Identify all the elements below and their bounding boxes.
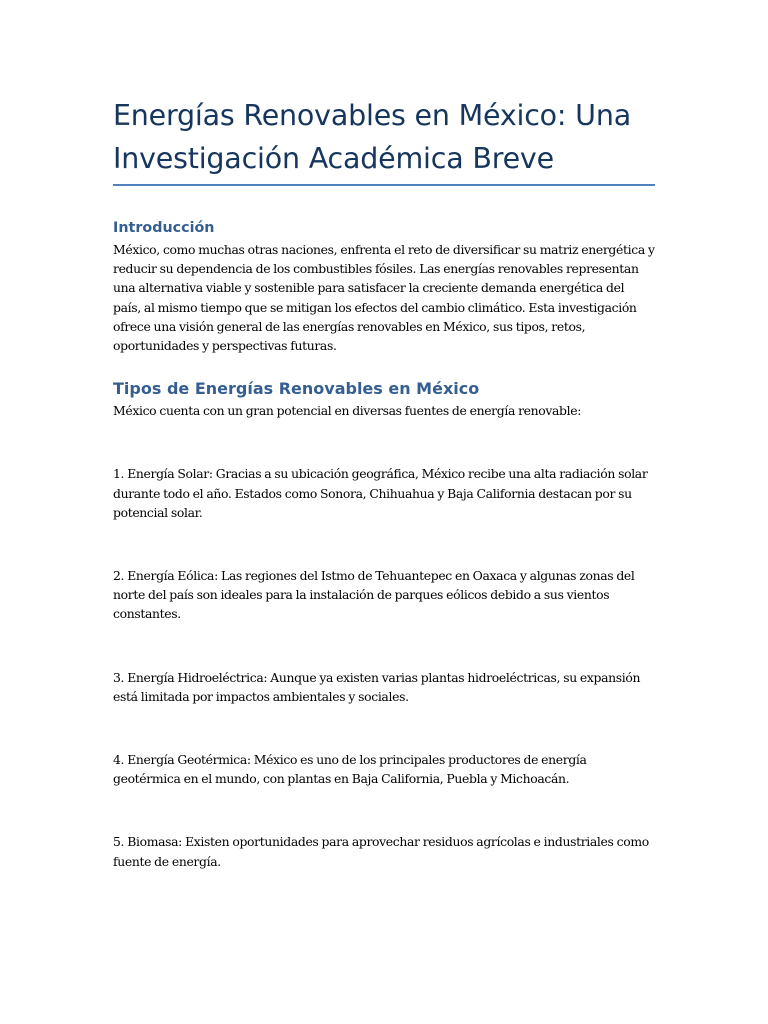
list-item-eolica: 2. Energía Eólica: Las regiones del Istmo de Tehuantepec en Oaxaca y algunas zonas del norte del país son ideales para la instalación de parques eólicos debido a sus vientos constantes.: [113, 568, 635, 622]
list-item-geotermica: 4. Energía Geotérmica: México es uno de los principales productores de energía geotérmica en el mundo, con plantas en Baja California, Puebla y Michoacán.: [113, 752, 587, 787]
title-underline: [113, 184, 655, 186]
section-heading-types: Tipos de Energías Renovables en México: [113, 379, 480, 399]
list-item-solar: 1. Energía Solar: Gracias a su ubicación geográfica, México recibe una alta radiación solar durante todo el año. Estados como Sonora, Chihuahua y Baja California destacan por su potencial solar.: [113, 466, 648, 520]
section-heading-introduction: Introducción: [113, 220, 215, 236]
list-item-hidroelectrica: 3. Energía Hidroeléctrica: Aunque ya existen varias plantas hidroeléctricas, su expansión está limitada por impactos ambientales y sociales.: [113, 669, 641, 704]
introduction-paragraph: México, como muchas otras naciones, enfrenta el reto de diversificar su matriz energética y reducir su dependencia de los combustibles fósiles. Las energías renovables representan una alternativa viable y sostenible para satisfacer la creciente demanda energética del país, al mismo tiempo que se mitigan los efectos del cambio climático. Esta investigación ofrece una visión general de las energías renovables en México, sus tipos, retos, oportunidades y perspectivas futuras.: [113, 242, 655, 354]
document-title: Energías Renovables en México: Una Investigación Académica Breve: [113, 99, 631, 175]
list-item-biomasa: 5. Biomasa: Existen oportunidades para aprovechar residuos agrícolas e industriales como fuente de energía.: [113, 834, 649, 869]
document-page: [113, 94, 655, 871]
types-intro-paragraph: México cuenta con un gran potencial en diversas fuentes de energía renovable:: [113, 403, 582, 419]
